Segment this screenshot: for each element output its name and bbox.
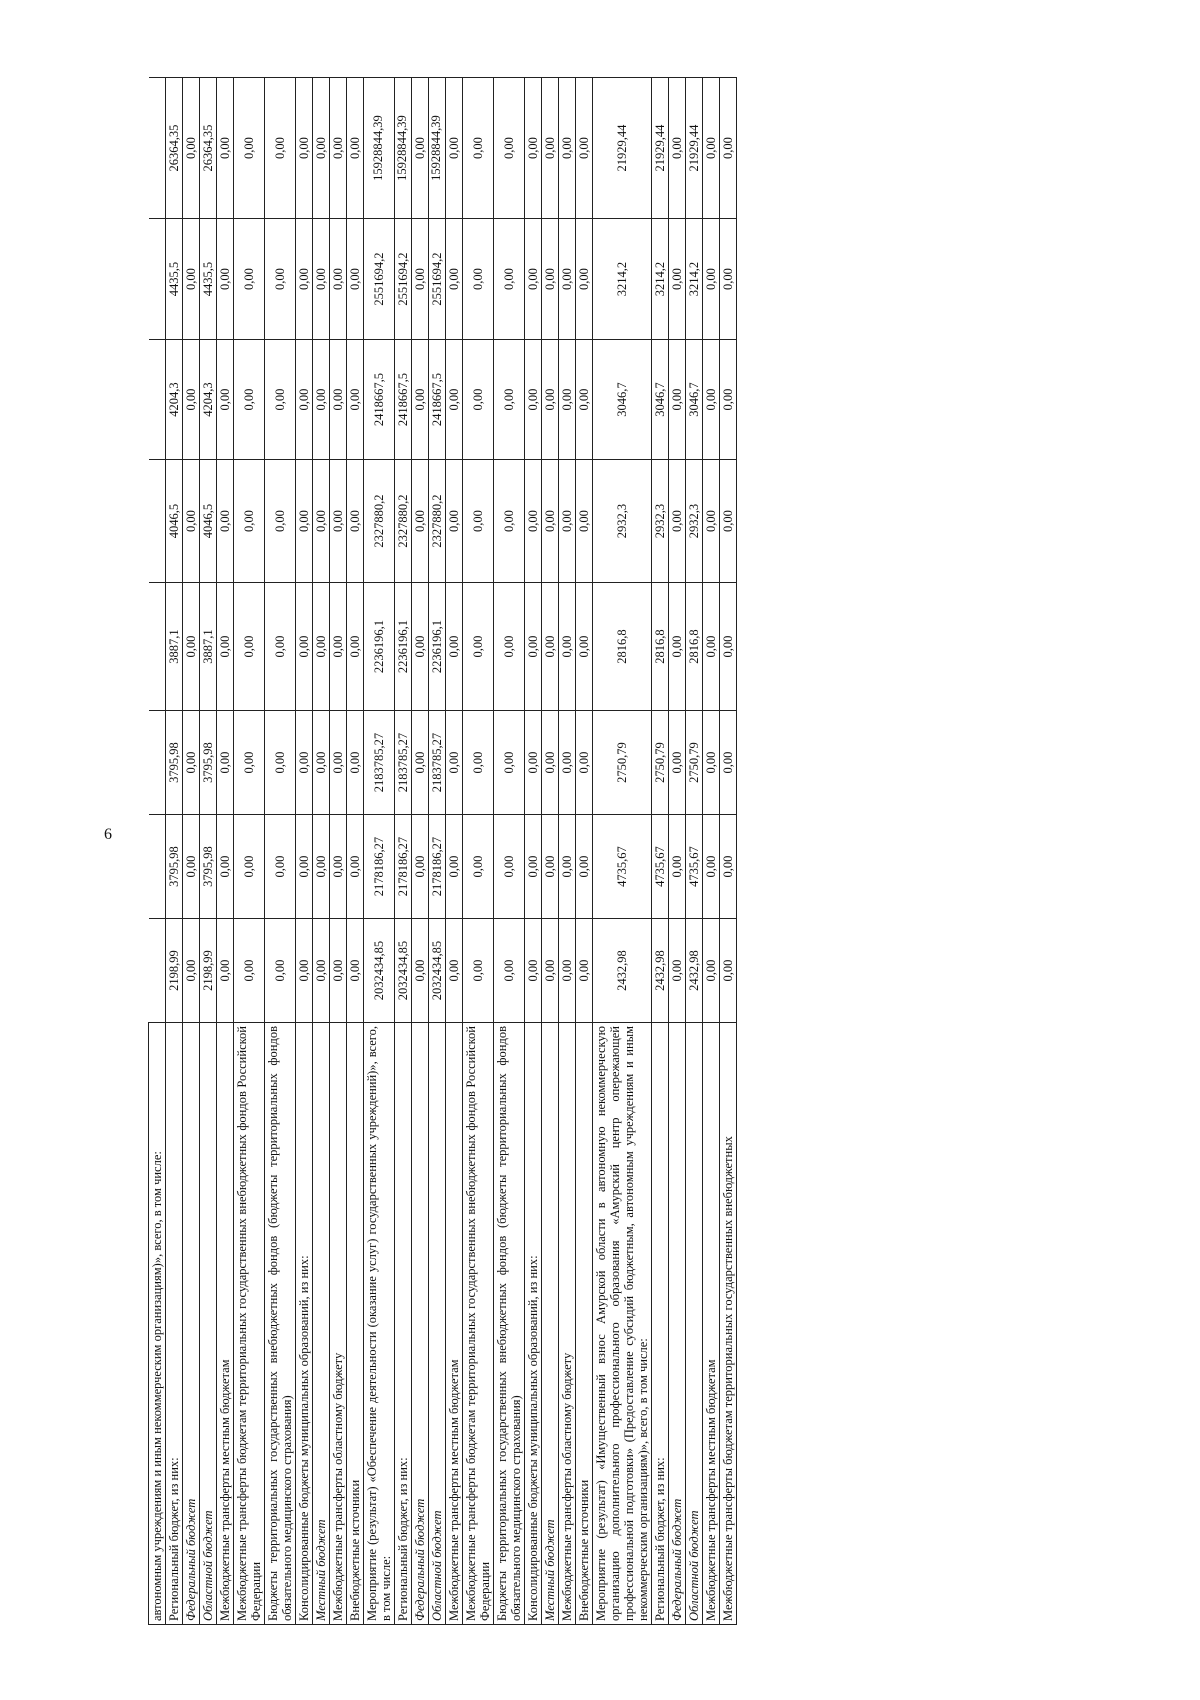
value-cell: 0,00 <box>313 219 330 340</box>
value-cell: 3795,98 <box>200 711 217 815</box>
empty-cell <box>149 78 166 219</box>
row-label: Внебюджетные источники <box>347 1023 364 1625</box>
value-cell: 2183785,27 <box>429 711 446 815</box>
table-row <box>149 78 166 1625</box>
value-cell: 0,00 <box>703 711 720 815</box>
value-cell: 0,00 <box>330 711 347 815</box>
value-cell: 0,00 <box>720 919 737 1023</box>
value-cell: 0,00 <box>313 460 330 583</box>
value-cell: 0,00 <box>669 711 686 815</box>
value-cell: 2198,99 <box>166 919 183 1023</box>
value-cell: 0,00 <box>542 815 559 919</box>
value-cell: 0,00 <box>720 583 737 711</box>
value-cell: 0,00 <box>330 919 347 1023</box>
value-cell: 0,00 <box>463 78 494 219</box>
value-cell: 3214,2 <box>593 219 652 340</box>
value-cell: 0,00 <box>463 919 494 1023</box>
value-cell: 0,00 <box>330 815 347 919</box>
value-cell: 0,00 <box>542 711 559 815</box>
value-cell: 0,00 <box>494 78 525 219</box>
table-row <box>429 78 446 1625</box>
value-cell: 0,00 <box>494 460 525 583</box>
value-cell: 3887,1 <box>200 583 217 711</box>
value-cell: 0,00 <box>720 815 737 919</box>
value-cell: 2183785,27 <box>364 711 395 815</box>
value-cell: 2432,98 <box>652 919 669 1023</box>
page-number: 6 <box>104 826 112 843</box>
value-cell: 2551694,2 <box>364 219 395 340</box>
row-label: автономным учреждениям и иным некоммерческим организациям)», всего, в том числе: <box>149 1023 166 1625</box>
value-cell: 0,00 <box>494 711 525 815</box>
row-label: Мероприятие (результат) «Имущественный взнос Амурской области в автономную некоммерческую организацию дополнительного профессионального образования «Амурский центр опережающей профессиональной подготовки» (Предоставление субсидий бюджетным, автономным учреждениям и иным некоммерческим организациям)», всего, в том числе: <box>593 1023 652 1625</box>
value-cell: 0,00 <box>347 919 364 1023</box>
empty-cell <box>149 460 166 583</box>
row-label: Межбюджетные трансферты бюджетам территориальных государственных внебюджетных фондов Российской Федерации <box>234 1023 265 1625</box>
value-cell: 2932,3 <box>652 460 669 583</box>
value-cell: 0,00 <box>234 340 265 460</box>
value-cell: 0,00 <box>576 583 593 711</box>
value-cell: 2551694,2 <box>395 219 412 340</box>
row-label: Межбюджетные трансферты местным бюджетам <box>703 1023 720 1625</box>
value-cell: 0,00 <box>313 340 330 460</box>
table-row <box>217 78 234 1625</box>
value-cell: 0,00 <box>703 78 720 219</box>
table-row <box>576 78 593 1625</box>
value-cell: 0,00 <box>183 460 200 583</box>
value-cell: 0,00 <box>542 583 559 711</box>
value-cell: 3795,98 <box>166 815 183 919</box>
row-label: Мероприятие (результат) «Обеспечение деятельности (оказание услуг) государственных учреждений)», всего, в том числе: <box>364 1023 395 1625</box>
value-cell: 0,00 <box>330 340 347 460</box>
table-row <box>412 78 429 1625</box>
value-cell: 0,00 <box>313 815 330 919</box>
value-cell: 0,00 <box>313 711 330 815</box>
value-cell: 0,00 <box>703 460 720 583</box>
value-cell: 0,00 <box>720 460 737 583</box>
value-cell: 2327880,2 <box>429 460 446 583</box>
row-label: Федеральный бюджет <box>183 1023 200 1625</box>
row-label: Областной бюджет <box>686 1023 703 1625</box>
value-cell: 3887,1 <box>166 583 183 711</box>
value-cell: 4435,5 <box>166 219 183 340</box>
value-cell: 0,00 <box>542 460 559 583</box>
value-cell: 0,00 <box>463 460 494 583</box>
value-cell: 4735,67 <box>686 815 703 919</box>
value-cell: 0,00 <box>494 919 525 1023</box>
table-row <box>686 78 703 1625</box>
value-cell: 0,00 <box>542 78 559 219</box>
table-row <box>183 78 200 1625</box>
value-cell: 0,00 <box>669 815 686 919</box>
value-cell: 0,00 <box>463 583 494 711</box>
value-cell: 0,00 <box>217 219 234 340</box>
table-row <box>395 78 412 1625</box>
value-cell: 0,00 <box>446 219 463 340</box>
value-cell: 2178186,27 <box>395 815 412 919</box>
value-cell: 0,00 <box>265 711 296 815</box>
value-cell: 0,00 <box>347 219 364 340</box>
value-cell: 0,00 <box>669 460 686 583</box>
value-cell: 0,00 <box>412 340 429 460</box>
value-cell: 0,00 <box>559 583 576 711</box>
value-cell: 0,00 <box>703 219 720 340</box>
value-cell: 0,00 <box>265 815 296 919</box>
value-cell: 0,00 <box>463 340 494 460</box>
value-cell: 4735,67 <box>593 815 652 919</box>
value-cell: 0,00 <box>296 78 313 219</box>
value-cell: 3795,98 <box>166 711 183 815</box>
row-label: Региональный бюджет, из них: <box>395 1023 412 1625</box>
value-cell: 4204,3 <box>200 340 217 460</box>
value-cell: 4046,5 <box>200 460 217 583</box>
value-cell: 3046,7 <box>652 340 669 460</box>
value-cell: 0,00 <box>525 460 542 583</box>
value-cell: 0,00 <box>412 583 429 711</box>
value-cell: 0,00 <box>669 340 686 460</box>
value-cell: 0,00 <box>347 711 364 815</box>
value-cell: 0,00 <box>446 78 463 219</box>
value-cell: 0,00 <box>576 711 593 815</box>
value-cell: 0,00 <box>703 919 720 1023</box>
value-cell: 0,00 <box>576 460 593 583</box>
value-cell: 0,00 <box>542 340 559 460</box>
row-label: Региональный бюджет, из них: <box>652 1023 669 1625</box>
value-cell: 0,00 <box>296 219 313 340</box>
value-cell: 3046,7 <box>686 340 703 460</box>
table-row <box>652 78 669 1625</box>
value-cell: 0,00 <box>313 583 330 711</box>
value-cell: 2327880,2 <box>364 460 395 583</box>
value-cell: 0,00 <box>330 583 347 711</box>
table-row <box>494 78 525 1625</box>
value-cell: 0,00 <box>234 219 265 340</box>
value-cell: 0,00 <box>463 815 494 919</box>
value-cell: 15928844,39 <box>395 78 412 219</box>
row-label: Межбюджетные трансферты местным бюджетам <box>217 1023 234 1625</box>
empty-cell <box>149 815 166 919</box>
value-cell: 0,00 <box>559 460 576 583</box>
value-cell: 2551694,2 <box>429 219 446 340</box>
value-cell: 0,00 <box>296 711 313 815</box>
value-cell: 0,00 <box>296 815 313 919</box>
row-label: Межбюджетные трансферты местным бюджетам <box>446 1023 463 1625</box>
value-cell: 0,00 <box>330 460 347 583</box>
empty-cell <box>149 711 166 815</box>
table-row <box>446 78 463 1625</box>
value-cell: 0,00 <box>446 815 463 919</box>
value-cell: 0,00 <box>347 340 364 460</box>
value-cell: 0,00 <box>494 219 525 340</box>
empty-cell <box>149 340 166 460</box>
value-cell: 0,00 <box>217 583 234 711</box>
value-cell: 0,00 <box>559 340 576 460</box>
value-cell: 0,00 <box>217 711 234 815</box>
value-cell: 0,00 <box>265 460 296 583</box>
value-cell: 2236196,1 <box>364 583 395 711</box>
value-cell: 2418667,5 <box>429 340 446 460</box>
value-cell: 0,00 <box>576 78 593 219</box>
value-cell: 0,00 <box>576 340 593 460</box>
value-cell: 2032434,85 <box>429 919 446 1023</box>
value-cell: 0,00 <box>412 460 429 583</box>
budget-table-sheet <box>148 78 1055 1625</box>
value-cell: 0,00 <box>412 78 429 219</box>
value-cell: 0,00 <box>576 919 593 1023</box>
value-cell: 0,00 <box>669 219 686 340</box>
row-label: Бюджеты территориальных государственных внебюджетных фондов (бюджеты территориальных фондов обязательного медицинского страхования) <box>265 1023 296 1625</box>
table-row <box>593 78 652 1625</box>
table-row <box>669 78 686 1625</box>
value-cell: 0,00 <box>720 78 737 219</box>
row-label: Местный бюджет <box>542 1023 559 1625</box>
table-row <box>234 78 265 1625</box>
table-row <box>525 78 542 1625</box>
table-row <box>559 78 576 1625</box>
value-cell: 15928844,39 <box>429 78 446 219</box>
row-label: Федеральный бюджет <box>412 1023 429 1625</box>
value-cell: 0,00 <box>525 340 542 460</box>
value-cell: 0,00 <box>217 815 234 919</box>
value-cell: 0,00 <box>183 219 200 340</box>
value-cell: 0,00 <box>296 583 313 711</box>
value-cell: 0,00 <box>347 815 364 919</box>
value-cell: 0,00 <box>183 919 200 1023</box>
value-cell: 0,00 <box>234 919 265 1023</box>
value-cell: 2816,8 <box>686 583 703 711</box>
value-cell: 2032434,85 <box>364 919 395 1023</box>
table-row <box>703 78 720 1625</box>
row-label: Межбюджетные трансферты бюджетам территориальных государственных внебюджетных фондов Российской Федерации <box>463 1023 494 1625</box>
value-cell: 21929,44 <box>652 78 669 219</box>
table-row <box>313 78 330 1625</box>
row-label: Консолидированные бюджеты муниципальных образований, из них: <box>525 1023 542 1625</box>
value-cell: 0,00 <box>525 815 542 919</box>
row-label: Региональный бюджет, из них: <box>166 1023 183 1625</box>
table-row <box>265 78 296 1625</box>
table-row <box>296 78 313 1625</box>
empty-cell <box>149 919 166 1023</box>
value-cell: 0,00 <box>265 583 296 711</box>
value-cell: 0,00 <box>559 919 576 1023</box>
value-cell: 0,00 <box>463 219 494 340</box>
value-cell: 0,00 <box>347 78 364 219</box>
row-label: Внебюджетные источники <box>576 1023 593 1625</box>
value-cell: 3795,98 <box>200 815 217 919</box>
value-cell: 0,00 <box>296 919 313 1023</box>
value-cell: 2183785,27 <box>395 711 412 815</box>
value-cell: 0,00 <box>412 711 429 815</box>
row-label: Межбюджетные трансферты областному бюджету <box>559 1023 576 1625</box>
value-cell: 0,00 <box>412 919 429 1023</box>
value-cell: 0,00 <box>446 460 463 583</box>
value-cell: 0,00 <box>412 815 429 919</box>
value-cell: 2750,79 <box>652 711 669 815</box>
value-cell: 2816,8 <box>652 583 669 711</box>
value-cell: 0,00 <box>217 340 234 460</box>
table-row <box>364 78 395 1625</box>
value-cell: 0,00 <box>217 919 234 1023</box>
value-cell: 2932,3 <box>593 460 652 583</box>
value-cell: 0,00 <box>330 219 347 340</box>
value-cell: 0,00 <box>183 583 200 711</box>
value-cell: 0,00 <box>265 78 296 219</box>
value-cell: 4046,5 <box>166 460 183 583</box>
value-cell: 2032434,85 <box>395 919 412 1023</box>
value-cell: 21929,44 <box>686 78 703 219</box>
value-cell: 4204,3 <box>166 340 183 460</box>
value-cell: 0,00 <box>669 919 686 1023</box>
value-cell: 0,00 <box>412 219 429 340</box>
value-cell: 0,00 <box>347 460 364 583</box>
value-cell: 0,00 <box>525 583 542 711</box>
value-cell: 2750,79 <box>686 711 703 815</box>
row-label: Областной бюджет <box>429 1023 446 1625</box>
value-cell: 2418667,5 <box>395 340 412 460</box>
row-label: Бюджеты территориальных государственных внебюджетных фондов (бюджеты территориальных фондов обязательного медицинского страхования) <box>494 1023 525 1625</box>
value-cell: 0,00 <box>559 219 576 340</box>
value-cell: 0,00 <box>494 815 525 919</box>
value-cell: 2178186,27 <box>364 815 395 919</box>
table-row <box>347 78 364 1625</box>
value-cell: 0,00 <box>720 711 737 815</box>
value-cell: 0,00 <box>559 711 576 815</box>
value-cell: 0,00 <box>217 78 234 219</box>
value-cell: 0,00 <box>542 219 559 340</box>
value-cell: 2236196,1 <box>395 583 412 711</box>
table-row <box>463 78 494 1625</box>
value-cell: 0,00 <box>463 711 494 815</box>
value-cell: 0,00 <box>446 919 463 1023</box>
table-row <box>542 78 559 1625</box>
value-cell: 2432,98 <box>593 919 652 1023</box>
value-cell: 0,00 <box>542 919 559 1023</box>
value-cell: 3046,7 <box>593 340 652 460</box>
value-cell: 0,00 <box>703 815 720 919</box>
value-cell: 2750,79 <box>593 711 652 815</box>
row-label: Межбюджетные трансферты областному бюджету <box>330 1023 347 1625</box>
value-cell: 0,00 <box>234 78 265 219</box>
value-cell: 0,00 <box>703 340 720 460</box>
value-cell: 0,00 <box>234 460 265 583</box>
row-label: Областной бюджет <box>200 1023 217 1625</box>
value-cell: 26364,35 <box>166 78 183 219</box>
value-cell: 0,00 <box>234 711 265 815</box>
value-cell: 0,00 <box>576 219 593 340</box>
value-cell: 0,00 <box>183 815 200 919</box>
value-cell: 0,00 <box>446 583 463 711</box>
value-cell: 2932,3 <box>686 460 703 583</box>
value-cell: 26364,35 <box>200 78 217 219</box>
value-cell: 0,00 <box>669 583 686 711</box>
value-cell: 2816,8 <box>593 583 652 711</box>
value-cell: 0,00 <box>720 219 737 340</box>
value-cell: 0,00 <box>525 919 542 1023</box>
value-cell: 0,00 <box>446 711 463 815</box>
value-cell: 0,00 <box>525 219 542 340</box>
row-label: Консолидированные бюджеты муниципальных образований, из них: <box>296 1023 313 1625</box>
row-label: Межбюджетные трансферты бюджетам территориальных государственных внебюджетных <box>720 1023 737 1625</box>
value-cell: 2432,98 <box>686 919 703 1023</box>
value-cell: 0,00 <box>494 583 525 711</box>
value-cell: 0,00 <box>703 583 720 711</box>
value-cell: 2418667,5 <box>364 340 395 460</box>
value-cell: 0,00 <box>265 919 296 1023</box>
empty-cell <box>149 583 166 711</box>
value-cell: 0,00 <box>183 340 200 460</box>
value-cell: 15928844,39 <box>364 78 395 219</box>
value-cell: 0,00 <box>525 78 542 219</box>
value-cell: 0,00 <box>183 78 200 219</box>
value-cell: 0,00 <box>296 460 313 583</box>
value-cell: 2327880,2 <box>395 460 412 583</box>
empty-cell <box>149 219 166 340</box>
table-row <box>330 78 347 1625</box>
table-row <box>720 78 737 1625</box>
row-label: Местный бюджет <box>313 1023 330 1625</box>
budget-table <box>148 77 737 1625</box>
value-cell: 0,00 <box>446 340 463 460</box>
value-cell: 0,00 <box>183 711 200 815</box>
value-cell: 2198,99 <box>200 919 217 1023</box>
table-row <box>166 78 183 1625</box>
value-cell: 0,00 <box>525 711 542 815</box>
value-cell: 0,00 <box>265 340 296 460</box>
value-cell: 0,00 <box>313 78 330 219</box>
table-row <box>200 78 217 1625</box>
value-cell: 0,00 <box>559 815 576 919</box>
value-cell: 0,00 <box>313 919 330 1023</box>
value-cell: 21929,44 <box>593 78 652 219</box>
value-cell: 2236196,1 <box>429 583 446 711</box>
value-cell: 3214,2 <box>652 219 669 340</box>
value-cell: 0,00 <box>347 583 364 711</box>
value-cell: 0,00 <box>265 219 296 340</box>
value-cell: 0,00 <box>669 78 686 219</box>
value-cell: 4435,5 <box>200 219 217 340</box>
value-cell: 0,00 <box>576 815 593 919</box>
value-cell: 0,00 <box>559 78 576 219</box>
value-cell: 0,00 <box>234 815 265 919</box>
value-cell: 0,00 <box>296 340 313 460</box>
value-cell: 0,00 <box>494 340 525 460</box>
value-cell: 0,00 <box>330 78 347 219</box>
value-cell: 3214,2 <box>686 219 703 340</box>
value-cell: 0,00 <box>217 460 234 583</box>
value-cell: 0,00 <box>720 340 737 460</box>
value-cell: 4735,67 <box>652 815 669 919</box>
value-cell: 0,00 <box>234 583 265 711</box>
value-cell: 2178186,27 <box>429 815 446 919</box>
row-label: Федеральный бюджет <box>669 1023 686 1625</box>
